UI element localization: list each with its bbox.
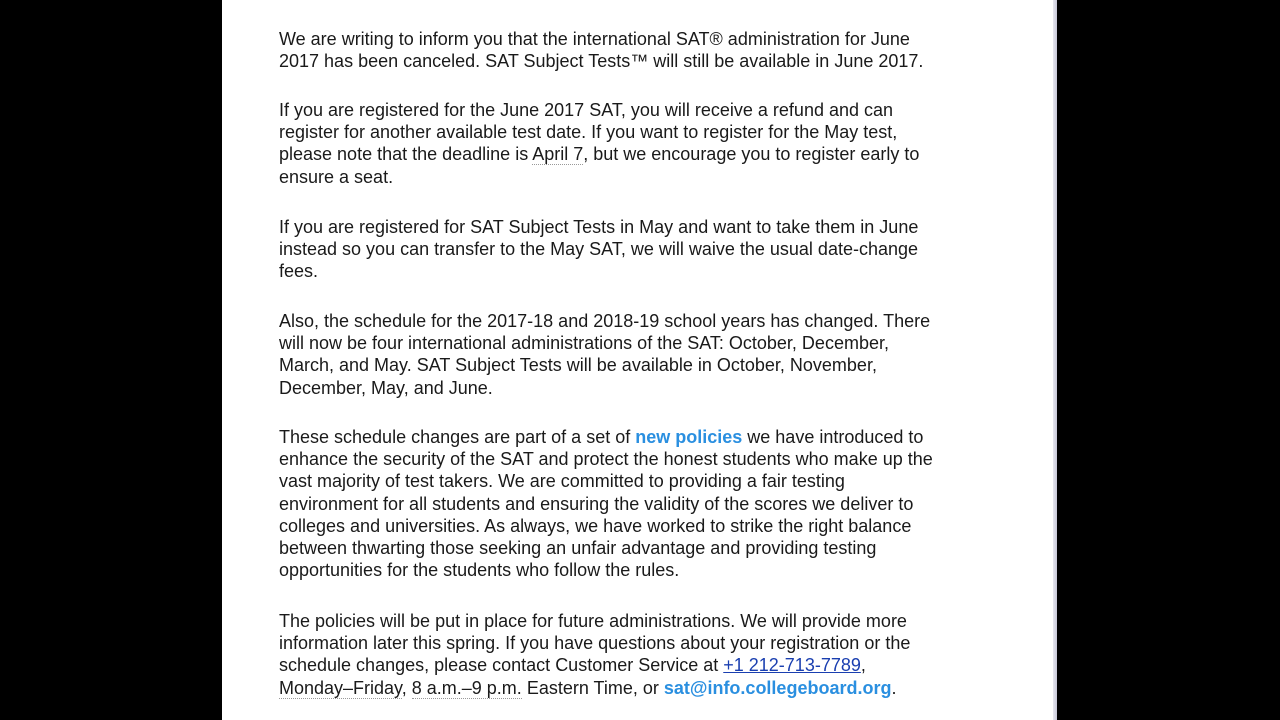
paragraph-contact-info	[279, 610, 999, 699]
text-line: enhance the security of the SAT and protect the honest students who make up the	[279, 449, 933, 470]
text-line: instead so you can transfer to the May SAT, we will waive the usual date-change	[279, 239, 919, 260]
text-segment: schedule changes, please contact Customer Service at	[279, 655, 724, 676]
page-edge	[1053, 0, 1057, 720]
text-segment: ,	[860, 655, 866, 676]
text-line: opportunities for the students who follow the rules.	[279, 560, 680, 581]
service-days: Monday–Friday	[279, 677, 402, 698]
paragraph-subject-tests	[279, 216, 999, 283]
text-segment: Eastern Time, or	[521, 677, 664, 698]
text-line: If you are registered for SAT Subject Tests in May and want to take them in June	[279, 217, 919, 237]
text-line	[279, 426, 999, 448]
text-line: If you are registered for the June 2017 SAT, you will receive a refund and can	[279, 100, 894, 120]
text-line: information later this spring. If you have questions about your registration or the	[279, 633, 911, 654]
text-line: March, and May. SAT Subject Tests will be available in October, November,	[279, 355, 877, 376]
text-line	[279, 677, 999, 699]
text-segment: ,	[401, 677, 412, 698]
text-segment: , but we encourage you to register early to	[583, 144, 920, 165]
paragraph-refund-info	[279, 99, 999, 188]
text-line: 2017 has been canceled. SAT Subject Tests™ will still be available in June 2017.	[279, 51, 924, 72]
deadline-date: April 7	[532, 144, 584, 165]
text-line: We are writing to inform you that the international SAT® administration for June	[279, 29, 910, 49]
text-line: register for another available test date. If you want to register for the May test,	[279, 122, 898, 143]
text-line: The policies will be put in place for future administrations. We will provide more	[279, 611, 907, 631]
service-hours: 8 a.m.–9 p.m.	[411, 677, 522, 698]
text-segment: These schedule changes are part of a set of	[279, 427, 636, 447]
phone-link[interactable]: +1 212-713-7789	[723, 655, 861, 676]
text-segment: we have introduced to	[742, 427, 924, 447]
text-segment: .	[891, 677, 897, 698]
paragraph-new-policies	[279, 426, 999, 581]
text-line: environment for all students and ensuring the validity of the scores we deliver to	[279, 493, 914, 514]
document-page	[222, 0, 1056, 720]
text-line: between thwarting those seeking an unfair advantage and providing testing	[279, 538, 877, 559]
email-link[interactable]: sat@info.collegeboard.org	[663, 677, 892, 698]
text-line: Also, the schedule for the 2017-18 and 2018-19 school years has changed. There	[279, 311, 931, 331]
text-line: will now be four international administrations of the SAT: October, December,	[279, 333, 889, 354]
text-line	[279, 143, 999, 165]
new-policies-link[interactable]: new policies	[635, 427, 743, 447]
text-line	[279, 654, 999, 676]
text-line: fees.	[279, 261, 319, 282]
text-line: vast majority of test takers. We are committed to providing a fair testing	[279, 471, 845, 492]
paragraph-cancellation-notice	[279, 28, 999, 72]
paragraph-schedule-change	[279, 310, 999, 399]
text-segment: please note that the deadline is	[279, 144, 533, 165]
text-line: colleges and universities. As always, we have worked to strike the right balance	[279, 515, 912, 536]
text-line: December, May, and June.	[279, 377, 493, 398]
text-line: ensure a seat.	[279, 166, 394, 187]
